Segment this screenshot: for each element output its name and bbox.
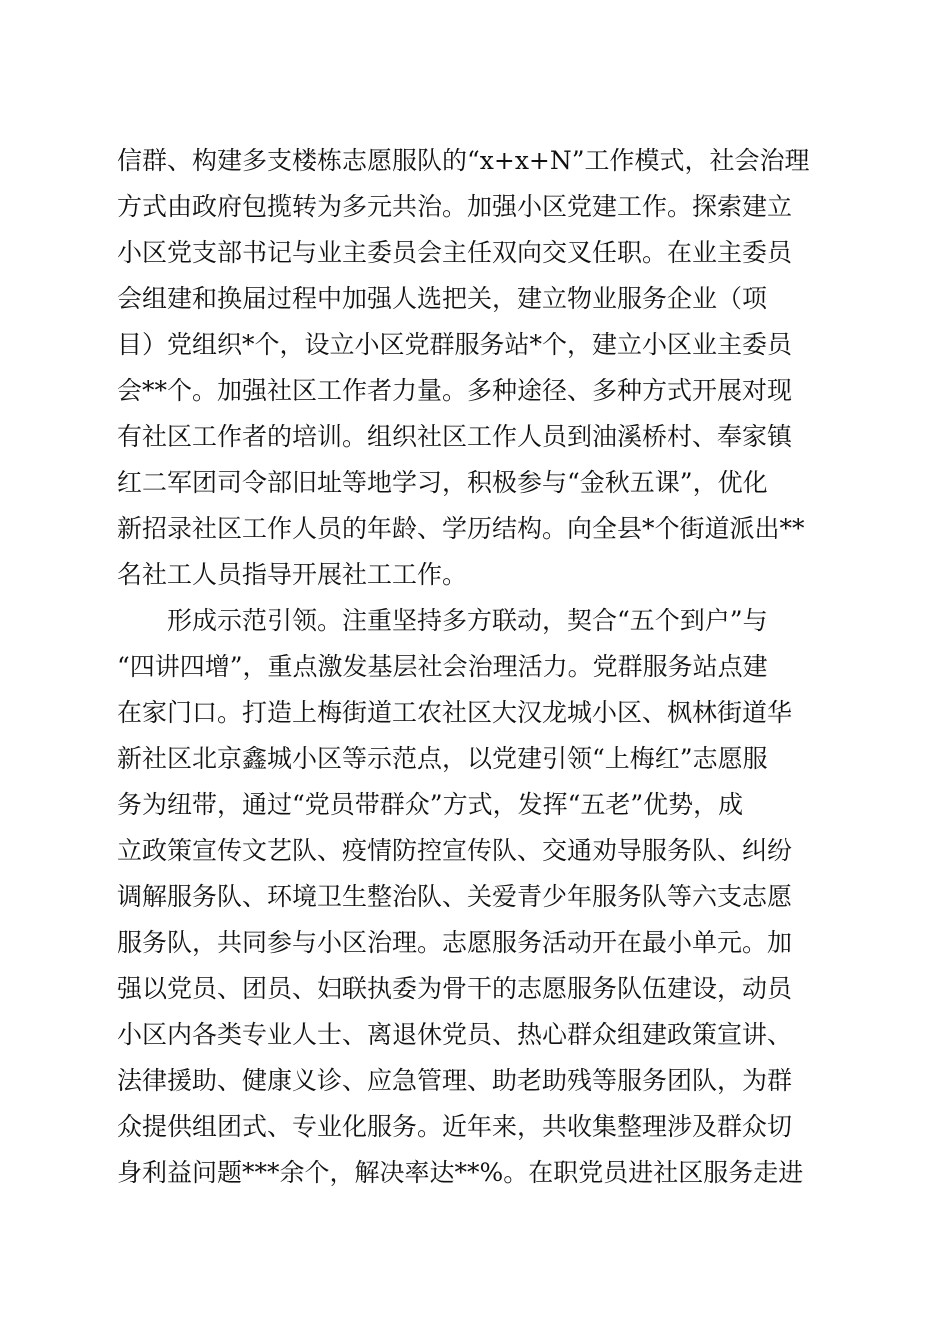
paragraph-2-line: 众提供组团式、专业化服务。近年来，共收集整理涉及群众切	[117, 1112, 793, 1141]
paragraph-1-line: 会组建和换届过程中加强人选把关，建立物业服务企业（项	[117, 284, 768, 313]
paragraph-2-line: “四讲四增”，重点激发基层社会治理活力。党群服务站点建	[117, 652, 768, 681]
paragraph-2-line: 服务队，共同参与小区治理。志愿服务活动开在最小单元。加	[117, 928, 793, 957]
paragraph-2-line: 新社区北京鑫城小区等示范点，以党建引领“上梅红”志愿服	[117, 744, 768, 773]
paragraph-1-line: 红二军团司令部旧址等地学习，积极参与“金秋五课”，优化	[117, 468, 768, 497]
paragraph-1-line: 会**个。加强社区工作者力量。多种途径、多种方式开展对现	[117, 376, 793, 405]
paragraph-1-line: 有社区工作者的培训。组织社区工作人员到油溪桥村、奉家镇	[117, 422, 793, 451]
paragraph-2-line: 立政策宣传文艺队、疫情防控宣传队、交通劝导服务队、纠纷	[117, 836, 793, 865]
paragraph-2-line: 强以党员、团员、妇联执委为骨干的志愿服务队伍建设，动员	[117, 974, 793, 1003]
paragraph-1-line: 名社工人员指导开展社工工作。	[117, 560, 468, 589]
paragraph-1-line: 目）党组织*个，设立小区党群服务站*个，建立小区业主委员	[117, 330, 793, 359]
paragraph-1-line: 新招录社区工作人员的年龄、学历结构。向全县*个街道派出**	[117, 514, 805, 543]
paragraph-1-line: 方式由政府包揽转为多元共治。加强小区党建工作。探索建立	[117, 192, 793, 221]
paragraph-1-line: 小区党支部书记与业主委员会主任双向交叉任职。在业主委员	[117, 238, 793, 267]
paragraph-2-line: 务为纽带，通过“党员带群众”方式，发挥“五老”优势，成	[117, 790, 744, 819]
paragraph-2-line: 身利益问题***余个，解决率达**%。在职党员进社区服务走进	[117, 1158, 804, 1187]
paragraph-2-line: 法律援助、健康义诊、应急管理、助老助残等服务团队，为群	[117, 1066, 793, 1095]
paragraph-2-line: 形成示范引领。注重坚持多方联动，契合“五个到户”与	[167, 606, 768, 635]
paragraph-2-line: 在家门口。打造上梅街道工农社区大汉龙城小区、枫林街道华	[117, 698, 793, 727]
paragraph-1-line: 信群、构建多支楼栋志愿服队的“x+x+N”工作模式，社会治理	[117, 146, 810, 175]
paragraph-2-line: 调解服务队、环境卫生整治队、关爱青少年服务队等六支志愿	[117, 882, 793, 911]
paragraph-2-line: 小区内各类专业人士、离退休党员、热心群众组建政策宣讲、	[117, 1020, 793, 1049]
